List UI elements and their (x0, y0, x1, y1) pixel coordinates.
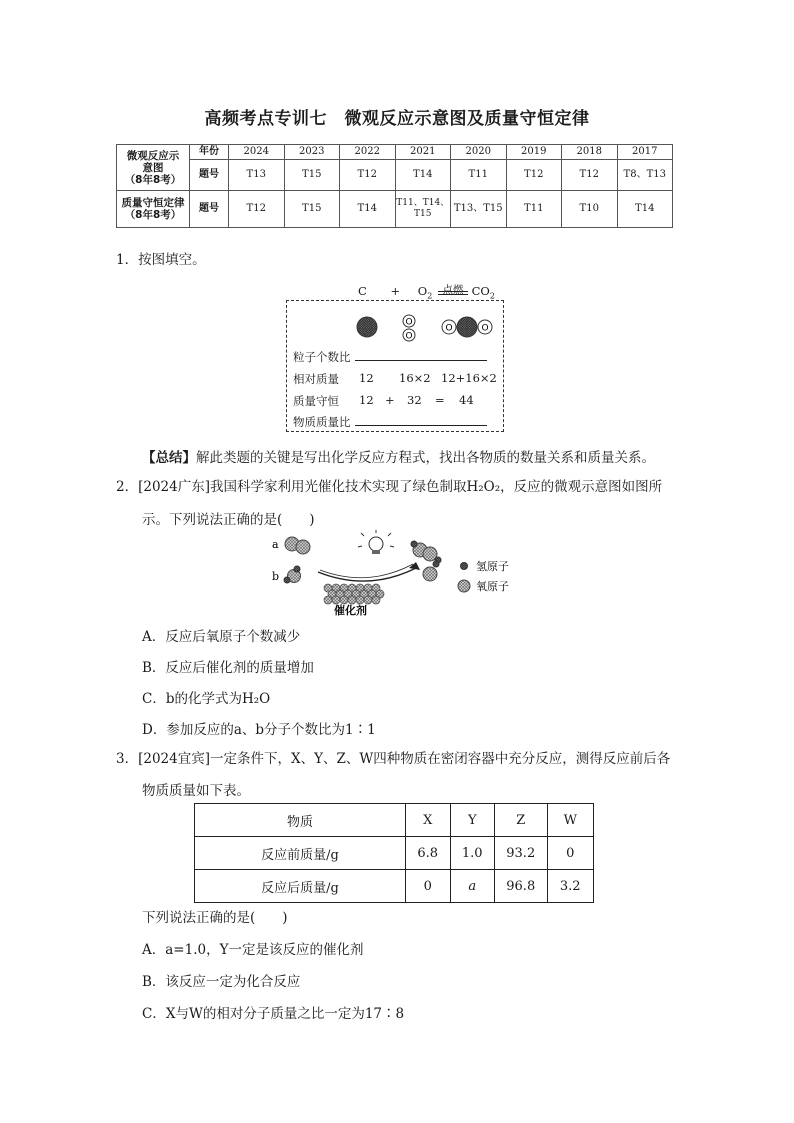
table-cell: T11 (506, 191, 562, 228)
catalyst-particle (324, 596, 332, 604)
q2-option-a[interactable]: A．反应后氧原子个数减少 (142, 629, 301, 645)
ratio-blank (355, 350, 487, 361)
catalyst-particle (332, 596, 340, 604)
reaction-condition: 点燃 (442, 284, 464, 296)
catalyst-surface-icon (324, 584, 384, 604)
q2-option-d[interactable]: D．参加反应的a、b分子个数比为1∶1 (142, 722, 376, 738)
label-b: b (272, 570, 280, 583)
year-cell: 2017 (617, 145, 673, 160)
catalyst-particle (356, 596, 364, 604)
q2-option-c[interactable]: C．b的化学式为H₂O (142, 691, 271, 707)
category-micro-reaction: 微观反应示 意图 （8年8考） (117, 145, 190, 191)
mass-ratio-row: 物质质量比 (293, 414, 487, 430)
svg-text:O: O (445, 323, 453, 334)
category-mass-conservation: 质量守恒定律 （8年8考） (117, 191, 190, 228)
q3-option-a[interactable]: A．a=1.0，Y一定是该反应的催化剂 (142, 942, 364, 958)
table-header: W (547, 804, 594, 837)
label-a: a (272, 538, 279, 551)
rel-mass-row: 相对质量 12 16×2 12+16×2 (293, 371, 497, 386)
q1-summary: 【总结】解此类题的关键是写出化学反应方程式，找出各物质的数量关系和质量关系。 (142, 450, 655, 466)
q3-option-c[interactable]: C．X与W的相对分子质量之比一定为17∶8 (142, 1006, 405, 1022)
catalyst-particle (348, 596, 356, 604)
table-cell: T12 (340, 160, 396, 191)
table-cell: 6.8 (406, 837, 451, 870)
q1-stem: 1．按图填空。 (116, 252, 206, 268)
oxygen-atom-icon (458, 580, 470, 592)
table-cell: T12 (229, 191, 285, 228)
table-cell: a (450, 870, 495, 903)
svg-text:O: O (481, 323, 489, 334)
year-cell: 2023 (284, 145, 340, 160)
table-header: X (406, 804, 451, 837)
hydrogen-peroxide-molecule-icon (411, 541, 441, 563)
catalyst-particle (364, 596, 372, 604)
oxygen-molecule-icon (403, 315, 415, 342)
year-cell: 2018 (562, 145, 618, 160)
q1-dashed-box (286, 300, 504, 432)
q1-equation: $C + O_2$ 点燃 $CO_2$ (358, 284, 495, 301)
table-row (195, 837, 594, 870)
question-number-label: 题号 (190, 160, 229, 191)
page-title: 高频考点专训七 微观反应示意图及质量守恒定律 (204, 109, 590, 129)
hydrogen-peroxide-molecule-icon (423, 561, 439, 581)
legend-hydrogen: 氢原子 (476, 560, 509, 573)
q3-stem-line2: 物质质量如下表。 (142, 783, 250, 799)
reaction-arrow-icon (318, 568, 416, 581)
conservation-row: 质量守恒 12 + 32 = 44 (293, 393, 474, 408)
table-cell: T14 (617, 191, 673, 228)
q3-option-b[interactable]: B．该反应一定为化合反应 (142, 974, 301, 990)
carbon-dioxide-molecule-icon (442, 317, 492, 337)
table-cell: 3.2 (547, 870, 594, 903)
table-cell: 反应后质量/g (195, 870, 406, 903)
table-cell: T15 (284, 160, 340, 191)
table-cell: T15 (284, 191, 340, 228)
hydrogen-atom-icon (461, 563, 468, 570)
exam-frequency-table (116, 144, 673, 228)
table-header: Y (450, 804, 495, 837)
year-cell: 2019 (506, 145, 562, 160)
table-row (195, 870, 594, 903)
svg-text:O: O (405, 331, 413, 342)
table-cell: T11 (451, 160, 507, 191)
light-bulb-icon (358, 530, 394, 554)
table-cell: 0 (406, 870, 451, 903)
table-cell: T12 (562, 160, 618, 191)
question-number-label: 题号 (190, 191, 229, 228)
q2-stem-line1: 2．[2024广东]我国科学家利用光催化技术实现了绿色制取H₂O₂，反应的微观示意图如图所 (116, 479, 663, 495)
year-header: 年份 (190, 145, 229, 160)
table-cell: T12 (506, 160, 562, 191)
table-cell: 反应前质量/g (195, 837, 406, 870)
table-cell: T14 (395, 160, 451, 191)
catalyst-particle (372, 596, 380, 604)
q3-stem-line1: 3．[2024宜宾]一定条件下，X、Y、Z、W四种物质在密闭容器中充分反应，测得反应前后各 (116, 751, 671, 767)
catalyst-label: 催化剂 (334, 604, 367, 617)
q2-stem-line2: 示。下列说法正确的是( ) (142, 512, 315, 528)
year-cell: 2022 (340, 145, 396, 160)
table-cell: 0 (547, 837, 594, 870)
particle-models (287, 305, 503, 345)
photocatalysis-diagram (268, 530, 528, 622)
year-cell: 2020 (451, 145, 507, 160)
year-cell: 2024 (229, 145, 285, 160)
catalyst-particle (340, 596, 348, 604)
year-cell: 2021 (395, 145, 451, 160)
table-cell: T8、T13 (617, 160, 673, 191)
table-cell: T14 (340, 191, 396, 228)
table-cell: 96.8 (495, 870, 548, 903)
legend-oxygen: 氧原子 (476, 580, 509, 593)
table-cell: T13、T15 (451, 191, 507, 228)
carbon-atom-icon (357, 317, 377, 337)
water-molecule-icon (284, 566, 301, 583)
svg-text:O: O (405, 317, 413, 328)
q3-mass-table (194, 803, 594, 903)
oxygen-molecule-icon (285, 537, 310, 554)
table-cell: 93.2 (495, 837, 548, 870)
table-header: 物质 (195, 804, 406, 837)
ratio-row: 粒子个数比 (293, 349, 487, 365)
mass-ratio-blank (355, 415, 487, 426)
table-header: Z (495, 804, 548, 837)
q3-ask: 下列说法正确的是( ) (142, 910, 288, 926)
q2-figure (268, 530, 528, 622)
q2-option-b[interactable]: B．反应后催化剂的质量增加 (142, 660, 314, 676)
table-cell: T10 (562, 191, 618, 228)
table-cell: 1.0 (450, 837, 495, 870)
table-cell: T11、T14、T15 (395, 191, 451, 228)
table-cell: T13 (229, 160, 285, 191)
